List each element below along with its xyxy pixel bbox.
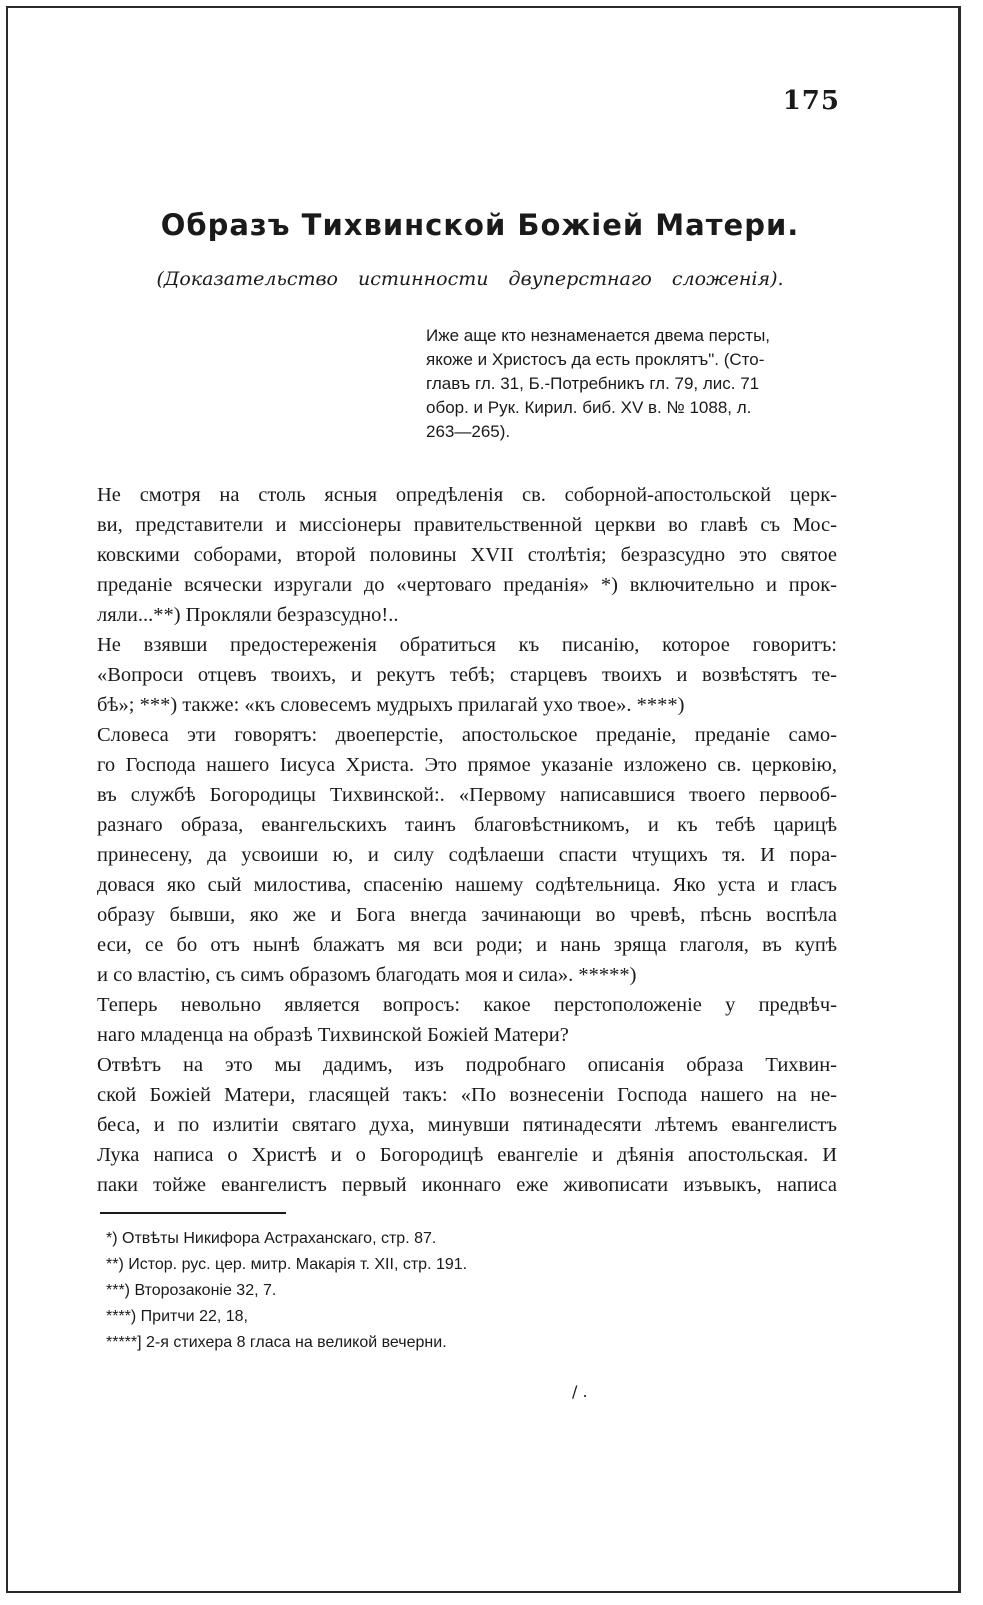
body-text <box>97 480 837 1200</box>
body-line: паки тойже евангелистъ первый иконнаго еже живописати изъвыкъ, написа <box>97 1174 837 1196</box>
body-line: Не смотря на столь ясныя опредѣленія св. соборной-апостольской церк- <box>97 484 837 506</box>
footnote: *) Отвѣты Никифора Астраханскаго, стр. 87. <box>106 1230 437 1247</box>
body-line: «Вопроси отцевъ твоихъ, и рекутъ тебѣ; старцевъ твоихъ и возвѣстятъ те- <box>97 664 837 686</box>
body-line: беса, и по излитіи святаго духа, минувши пятинадесяти лѣтемъ евангелистъ <box>97 1114 837 1136</box>
epigraph-line: главъ гл. 31, Б.-Потребникъ гл. 79, лис. 71 <box>426 374 760 393</box>
body-line: бѣ»; ***) также: «къ словесемъ мудрыхъ прилагай ухо твое». ****) <box>97 694 685 716</box>
body-line: принесену, да усвоиши ю, и силу содѣлаеши спасти чтущихъ тя. И пора- <box>97 844 837 866</box>
footnote: ****) Притчи 22, 18, <box>106 1308 248 1325</box>
footnote: *****] 2-я стихера 8 гласа на великой вечерни. <box>106 1334 447 1351</box>
body-line: Отвѣтъ на это мы дадимъ, изъ подробнаго описанія образа Тихвин- <box>97 1054 837 1076</box>
page-border-left <box>6 6 8 1593</box>
body-line: довася яко сый милостива, спасенію нашему содѣтельница. Яко уста и гласъ <box>97 874 837 896</box>
body-line: го Господа нашего Іисуса Христа. Это прямое указаніе изложено св. церковію, <box>97 754 837 776</box>
body-line: и со властію, съ симъ образомъ благодать моя и сила». *****) <box>97 964 637 986</box>
article-title: Образъ Тихвинской Божіей Матери. <box>160 208 800 242</box>
page-border-top <box>6 6 961 8</box>
body-line: ви, представители и миссіонеры правительственной церкви во главѣ съ Мос- <box>97 514 837 536</box>
body-line: ковскими соборами, второй половины XVII столѣтія; безразсудно это святое <box>97 544 837 566</box>
body-line: наго младенца на образѣ Тихвинской Божіей Матери? <box>97 1024 569 1046</box>
page-border-right <box>958 6 961 1591</box>
body-line: разнаго образа, евангельскихъ таинъ благовѣстникомъ, и къ тебѣ царицѣ <box>97 814 837 836</box>
epigraph <box>426 324 836 444</box>
body-line: ской Божіей Матери, гласящей такъ: «По вознесеніи Господа нашего на не- <box>97 1084 837 1106</box>
body-line: въ службѣ Богородицы Тихвинской:. «Первому написавшися твоего первооб- <box>97 784 837 806</box>
body-line: образу бывши, яко же и Бога внегда зачинающи во чревѣ, пѣснь воспѣла <box>97 904 837 926</box>
article-subtitle: (Доказательство истинности двуперстнаго сложенія). <box>156 268 784 290</box>
footnotes <box>106 1226 706 1356</box>
epigraph-line: обор. и Рук. Кирил. биб. XV в. № 1088, л. <box>426 398 752 417</box>
footnote-divider <box>100 1212 286 1214</box>
page-number: 175 <box>782 86 840 116</box>
body-line: Теперь невольно является вопросъ: какое перстоположеніе у предвѣч- <box>97 994 837 1016</box>
epigraph-line: якоже и Христосъ да есть проклятъ". (Сто- <box>426 350 765 369</box>
body-line: еси, се бо отъ нынѣ блажатъ мя вси роди; и нань зряща глаголя, въ купѣ <box>97 934 837 956</box>
footnote: ***) Второзаконіе 32, 7. <box>106 1282 277 1299</box>
body-line: ляли...**) Прокляли безразсудно!.. <box>97 604 399 626</box>
epigraph-line: 263—265). <box>426 422 511 441</box>
body-line: Не взявши предостереженія обратиться къ писанію, которое говоритъ: <box>97 634 837 656</box>
stray-mark: / . <box>572 1382 588 1401</box>
body-line: преданіе всячески изругали до «чертоваго преданія» *) включительно и прок- <box>97 574 837 596</box>
page-border-bottom <box>6 1591 961 1593</box>
body-line: Лука написа о Христѣ и о Богородицѣ евангеліе и дѣянія апостольская. И <box>97 1144 837 1166</box>
footnote: **) Истор. рус. цер. митр. Макарія т. XII, стр. 191. <box>106 1256 468 1273</box>
epigraph-line: Иже аще кто незнаменается двема персты, <box>426 326 771 345</box>
body-line: Словеса эти говорятъ: двоеперстіе, апостольское преданіе, преданіе само- <box>97 724 837 746</box>
